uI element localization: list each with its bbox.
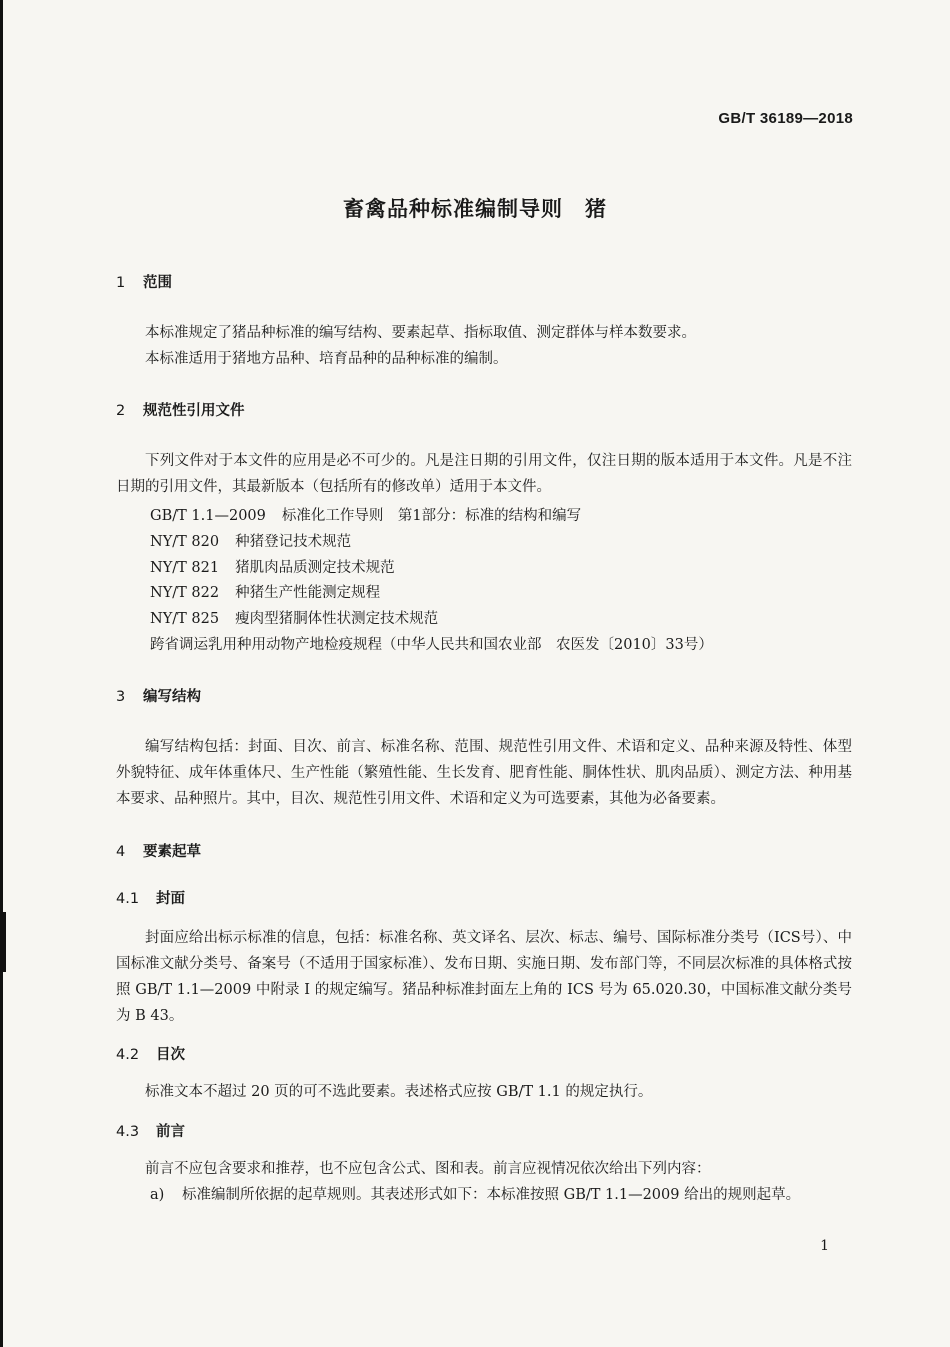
reference-title: 种猪生产性能测定规程	[235, 585, 381, 601]
reference-code: NY/T 820	[150, 534, 220, 550]
paragraph: 下列文件对于本文件的应用是必不可少的。凡是注日期的引用文件，仅注日期的版本适用于本文件。凡是不注日期的引用文件，其最新版本（包括所有的修改单）适用于本文件。	[116, 453, 852, 495]
reference-item	[150, 581, 380, 602]
subsection-number: 4.2	[116, 1047, 140, 1063]
reference-code: NY/T 821	[150, 560, 220, 576]
section-3-heading	[116, 685, 201, 706]
paragraph: 封面应给出标示标准的信息，包括：标准名称、英文译名、层次、标志、编号、国际标准分类号（ICS号）、中国标准文献分类号、备案号（不适用于国家标准）、发布日期、实施日期、发布部门等，不同层次标准的具体格式按照 GB/T 1.1—2009 中附录 I 的规定编写。猪品种标准封面左上角的 ICS 号为 65.020.30，中国标准文献分类号为 B 43。	[116, 930, 852, 1024]
subsection-number: 4.3	[116, 1124, 140, 1140]
scan-mark	[2, 912, 6, 972]
subsection-title: 前言	[156, 1124, 185, 1140]
page-number: 1	[820, 1238, 829, 1254]
reference-title: 标准化工作导则 第1部分：标准的结构和编写	[281, 508, 582, 524]
section-number: 1	[116, 275, 126, 291]
paragraph: 前言不应包含要求和推荐，也不应包含公式、图和表。前言应视情况依次给出下列内容：	[145, 1161, 711, 1177]
subsection-title: 目次	[156, 1047, 185, 1063]
reference-item	[150, 530, 351, 551]
standard-number: GB/T 36189—2018	[718, 110, 853, 127]
list-item	[150, 1182, 852, 1208]
reference-code: NY/T 825	[150, 611, 220, 627]
subsection-title: 封面	[156, 891, 185, 907]
paragraph: 本标准规定了猪品种标准的编写结构、要素起草、指标取值、测定群体与样本数要求。	[145, 325, 696, 341]
list-marker: a)	[150, 1187, 165, 1203]
reference-title: 猪肌肉品质测定技术规范	[235, 560, 395, 576]
paragraph: 编写结构包括：封面、目次、前言、标准名称、范围、规范性引用文件、术语和定义、品种来源及特性、体型外貌特征、成年体重体尺、生产性能（繁殖性能、生长发育、肥育性能、胴体性状、肌肉品质）、测定方法、种用基本要求、品种照片。其中，目次、规范性引用文件、术语和定义为可选要素，其他为必备要素。	[116, 739, 852, 807]
reference-title: 种猪登记技术规范	[235, 534, 352, 550]
section-title: 要素起草	[143, 844, 201, 860]
section-title: 编写结构	[143, 689, 201, 705]
section-number: 4	[116, 844, 126, 860]
reference-code: NY/T 822	[150, 585, 220, 601]
subsection-number: 4.1	[116, 891, 140, 907]
reference-item: 跨省调运乳用种用动物产地检疫规程（中华人民共和国农业部 农医发〔2010〕33号）	[150, 637, 713, 653]
section-title: 规范性引用文件	[143, 403, 245, 419]
section-number: 2	[116, 403, 126, 419]
section-number: 3	[116, 689, 126, 705]
paragraph: 标准文本不超过 20 页的可不选此要素。表述格式应按 GB/T 1.1 的规定执行。	[145, 1084, 653, 1100]
section-title: 范围	[143, 275, 172, 291]
list-item-text: 标准编制所依据的起草规则。其表述形式如下：本标准按照 GB/T 1.1—2009 给出的规则起草。	[182, 1187, 801, 1203]
section-2-heading	[116, 399, 245, 420]
reference-item	[150, 607, 438, 628]
reference-item	[150, 556, 395, 577]
subsection-4-3-heading	[116, 1120, 185, 1141]
reference-item	[150, 504, 581, 525]
section-4-heading	[116, 840, 201, 861]
document-title: 畜禽品种标准编制导则 猪	[343, 197, 607, 221]
paragraph: 本标准适用于猪地方品种、培育品种的品种标准的编制。	[145, 351, 508, 367]
subsection-4-2-heading	[116, 1043, 185, 1064]
reference-title: 瘦肉型猪胴体性状测定技术规范	[235, 611, 439, 627]
subsection-4-1-heading	[116, 887, 185, 908]
section-1-heading	[116, 271, 172, 292]
reference-code: GB/T 1.1—2009	[150, 508, 266, 524]
